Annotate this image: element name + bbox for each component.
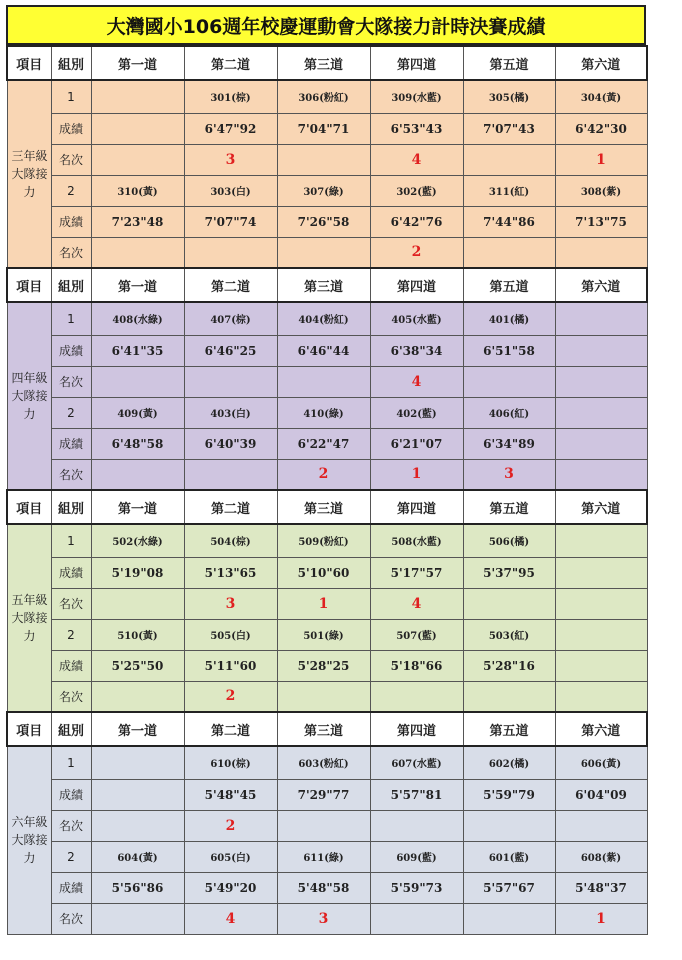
team-cell: 603(粉紅): [277, 746, 370, 779]
time-cell: 5'57"67: [463, 872, 555, 903]
rank-cell: 3: [184, 144, 277, 175]
results-table: [6, 45, 648, 935]
header-row: [7, 268, 647, 302]
time-cell: [555, 557, 647, 588]
page-title: 大灣國小106週年校慶運動會大隊接力計時決賽成績: [6, 5, 646, 45]
row-label: 成績: [51, 872, 91, 903]
team-cell: 301(棕): [184, 80, 277, 113]
column-header: 第二道: [184, 268, 277, 302]
row-label: 成績: [51, 779, 91, 810]
time-cell: 6'04"09: [555, 779, 647, 810]
rank-cell: 1: [555, 144, 647, 175]
team-cell: 307(綠): [277, 175, 370, 206]
column-header: 第六道: [555, 712, 647, 746]
row-label: 名次: [51, 237, 91, 268]
team-cell: 305(橘): [463, 80, 555, 113]
row-label: 2: [51, 397, 91, 428]
column-header: 組別: [51, 712, 91, 746]
time-cell: 5'11"60: [184, 650, 277, 681]
team-cell: 409(黃): [91, 397, 184, 428]
time-cell: 6'38"34: [370, 335, 463, 366]
rank-cell: [463, 810, 555, 841]
column-header: 第五道: [463, 712, 555, 746]
row-label: 1: [51, 746, 91, 779]
rank-cell: [184, 366, 277, 397]
team-cell: 601(藍): [463, 841, 555, 872]
rank-cell: [555, 366, 647, 397]
time-cell: 5'59"79: [463, 779, 555, 810]
column-header: 第六道: [555, 46, 647, 80]
team-cell: 611(綠): [277, 841, 370, 872]
time-cell: 6'42"76: [370, 206, 463, 237]
row-label: 名次: [51, 144, 91, 175]
time-cell: 7'13"75: [555, 206, 647, 237]
rank-cell: 3: [277, 903, 370, 934]
team-cell: [555, 619, 647, 650]
rank-cell: [277, 366, 370, 397]
time-cell: 5'17"57: [370, 557, 463, 588]
rank-cell: [91, 588, 184, 619]
team-cell: 405(水藍): [370, 302, 463, 335]
grade-label: [7, 302, 51, 490]
column-header: 第四道: [370, 712, 463, 746]
table-row: [7, 779, 647, 810]
row-label: 成績: [51, 557, 91, 588]
header-row: [7, 46, 647, 80]
rank-cell: [277, 144, 370, 175]
row-label: 名次: [51, 366, 91, 397]
rank-cell: [555, 681, 647, 712]
rank-cell: [277, 810, 370, 841]
rank-cell: [184, 459, 277, 490]
column-header: 第三道: [277, 268, 370, 302]
time-cell: 6'53"43: [370, 113, 463, 144]
row-label: 成績: [51, 113, 91, 144]
header-row: [7, 490, 647, 524]
time-cell: 6'41"35: [91, 335, 184, 366]
team-cell: [555, 397, 647, 428]
table-row: [7, 619, 647, 650]
table-row: [7, 681, 647, 712]
table-row: [7, 175, 647, 206]
rank-cell: [555, 810, 647, 841]
time-cell: 5'19"08: [91, 557, 184, 588]
table-row: [7, 80, 647, 113]
time-cell: [91, 113, 184, 144]
team-cell: 304(黃): [555, 80, 647, 113]
table-row: [7, 588, 647, 619]
rank-cell: [91, 366, 184, 397]
table-row: [7, 237, 647, 268]
rank-cell: [555, 588, 647, 619]
column-header: 第二道: [184, 490, 277, 524]
column-header: 第一道: [91, 46, 184, 80]
column-header: 組別: [51, 46, 91, 80]
row-label: 成績: [51, 206, 91, 237]
rank-cell: 4: [370, 144, 463, 175]
table-row: [7, 459, 647, 490]
time-cell: 6'51"58: [463, 335, 555, 366]
team-cell: 410(綠): [277, 397, 370, 428]
grade-label: [7, 524, 51, 712]
team-cell: [91, 80, 184, 113]
time-cell: 5'48"58: [277, 872, 370, 903]
column-header: 第四道: [370, 490, 463, 524]
team-cell: 402(藍): [370, 397, 463, 428]
column-header: 第三道: [277, 46, 370, 80]
rank-cell: 1: [370, 459, 463, 490]
rank-cell: 4: [184, 903, 277, 934]
time-cell: [555, 428, 647, 459]
team-cell: 610(棕): [184, 746, 277, 779]
team-cell: 407(棕): [184, 302, 277, 335]
rank-cell: [555, 459, 647, 490]
column-header: 項目: [7, 268, 51, 302]
column-header: 項目: [7, 46, 51, 80]
rank-cell: 3: [463, 459, 555, 490]
time-cell: 5'48"37: [555, 872, 647, 903]
row-label: 2: [51, 619, 91, 650]
rank-cell: [463, 366, 555, 397]
team-cell: 605(白): [184, 841, 277, 872]
rank-cell: [277, 237, 370, 268]
column-header: 第五道: [463, 490, 555, 524]
team-cell: 403(白): [184, 397, 277, 428]
time-cell: 6'21"07: [370, 428, 463, 459]
team-cell: 509(粉紅): [277, 524, 370, 557]
column-header: 第一道: [91, 712, 184, 746]
column-header: 第五道: [463, 268, 555, 302]
time-cell: 6'34"89: [463, 428, 555, 459]
rank-cell: [463, 237, 555, 268]
time-cell: 5'25"50: [91, 650, 184, 681]
time-cell: 7'26"58: [277, 206, 370, 237]
team-cell: 401(橘): [463, 302, 555, 335]
team-cell: [555, 524, 647, 557]
time-cell: 7'44"86: [463, 206, 555, 237]
time-cell: 6'48"58: [91, 428, 184, 459]
team-cell: 504(棕): [184, 524, 277, 557]
rank-cell: [463, 588, 555, 619]
team-cell: 306(粉紅): [277, 80, 370, 113]
row-label: 成績: [51, 650, 91, 681]
team-cell: [91, 746, 184, 779]
row-label: 名次: [51, 810, 91, 841]
time-cell: 7'23"48: [91, 206, 184, 237]
table-row: [7, 144, 647, 175]
time-cell: 7'07"43: [463, 113, 555, 144]
rank-cell: [463, 903, 555, 934]
team-cell: 505(白): [184, 619, 277, 650]
rank-cell: 2: [277, 459, 370, 490]
time-cell: 7'07"74: [184, 206, 277, 237]
time-cell: 5'56"86: [91, 872, 184, 903]
row-label: 1: [51, 524, 91, 557]
table-row: [7, 397, 647, 428]
table-row: [7, 872, 647, 903]
time-cell: 6'40"39: [184, 428, 277, 459]
grade-label: [7, 80, 51, 268]
column-header: 第六道: [555, 490, 647, 524]
column-header: 第五道: [463, 46, 555, 80]
grade-label-text: 三年級大隊接力: [11, 149, 48, 199]
rank-cell: [91, 459, 184, 490]
column-header: 項目: [7, 712, 51, 746]
team-cell: 502(水綠): [91, 524, 184, 557]
time-cell: [91, 779, 184, 810]
rank-cell: 2: [370, 237, 463, 268]
rank-cell: [91, 903, 184, 934]
table-row: [7, 557, 647, 588]
team-cell: 302(藍): [370, 175, 463, 206]
rank-cell: 2: [184, 681, 277, 712]
table-row: [7, 903, 647, 934]
team-cell: 308(紫): [555, 175, 647, 206]
team-cell: 404(粉紅): [277, 302, 370, 335]
rank-cell: [463, 681, 555, 712]
rank-cell: [370, 903, 463, 934]
team-cell: 311(紅): [463, 175, 555, 206]
table-row: [7, 366, 647, 397]
time-cell: 5'59"73: [370, 872, 463, 903]
rank-cell: [463, 144, 555, 175]
team-cell: 604(黃): [91, 841, 184, 872]
table-row: [7, 650, 647, 681]
time-cell: 5'37"95: [463, 557, 555, 588]
table-row: [7, 206, 647, 237]
column-header: 第二道: [184, 46, 277, 80]
row-label: 名次: [51, 903, 91, 934]
team-cell: 609(藍): [370, 841, 463, 872]
team-cell: [555, 302, 647, 335]
time-cell: 7'29"77: [277, 779, 370, 810]
row-label: 2: [51, 175, 91, 206]
rank-cell: [91, 681, 184, 712]
team-cell: 303(白): [184, 175, 277, 206]
table-row: [7, 746, 647, 779]
time-cell: 6'42"30: [555, 113, 647, 144]
rank-cell: 1: [555, 903, 647, 934]
column-header: 第六道: [555, 268, 647, 302]
team-cell: 309(水藍): [370, 80, 463, 113]
grade-label-text: 六年級大隊接力: [11, 815, 48, 866]
table-row: [7, 113, 647, 144]
time-cell: 6'46"44: [277, 335, 370, 366]
rank-cell: 1: [277, 588, 370, 619]
grade-label: [7, 746, 51, 934]
team-cell: 503(紅): [463, 619, 555, 650]
column-header: 第一道: [91, 490, 184, 524]
table-row: [7, 841, 647, 872]
column-header: 組別: [51, 490, 91, 524]
table-row: [7, 302, 647, 335]
row-label: 1: [51, 80, 91, 113]
column-header: 第三道: [277, 712, 370, 746]
team-cell: 507(藍): [370, 619, 463, 650]
time-cell: 5'28"25: [277, 650, 370, 681]
time-cell: 5'13"65: [184, 557, 277, 588]
team-cell: 501(綠): [277, 619, 370, 650]
rank-cell: 4: [370, 588, 463, 619]
time-cell: [555, 335, 647, 366]
column-header: 組別: [51, 268, 91, 302]
rank-cell: [555, 237, 647, 268]
row-label: 名次: [51, 588, 91, 619]
row-label: 2: [51, 841, 91, 872]
header-row: [7, 712, 647, 746]
time-cell: 5'18"66: [370, 650, 463, 681]
rank-cell: [277, 681, 370, 712]
time-cell: 5'10"60: [277, 557, 370, 588]
column-header: 項目: [7, 490, 51, 524]
table-row: [7, 428, 647, 459]
team-cell: 510(黃): [91, 619, 184, 650]
column-header: 第三道: [277, 490, 370, 524]
row-label: 成績: [51, 335, 91, 366]
grade-label-text: 五年級大隊接力: [11, 593, 48, 643]
row-label: 名次: [51, 459, 91, 490]
team-cell: 608(紫): [555, 841, 647, 872]
time-cell: 5'49"20: [184, 872, 277, 903]
team-cell: 406(紅): [463, 397, 555, 428]
row-label: 1: [51, 302, 91, 335]
time-cell: [555, 650, 647, 681]
time-cell: 6'47"92: [184, 113, 277, 144]
row-label: 成績: [51, 428, 91, 459]
column-header: 第四道: [370, 46, 463, 80]
time-cell: 6'22"47: [277, 428, 370, 459]
row-label: 名次: [51, 681, 91, 712]
column-header: 第一道: [91, 268, 184, 302]
time-cell: 5'28"16: [463, 650, 555, 681]
rank-cell: [91, 144, 184, 175]
time-cell: 5'48"45: [184, 779, 277, 810]
column-header: 第四道: [370, 268, 463, 302]
rank-cell: [184, 237, 277, 268]
team-cell: 506(橘): [463, 524, 555, 557]
rank-cell: [370, 681, 463, 712]
column-header: 第二道: [184, 712, 277, 746]
results-sheet: [6, 5, 646, 935]
rank-cell: [370, 810, 463, 841]
team-cell: 602(橘): [463, 746, 555, 779]
rank-cell: 3: [184, 588, 277, 619]
time-cell: 7'04"71: [277, 113, 370, 144]
team-cell: 606(黃): [555, 746, 647, 779]
rank-cell: 4: [370, 366, 463, 397]
table-row: [7, 524, 647, 557]
time-cell: 6'46"25: [184, 335, 277, 366]
rank-cell: [91, 810, 184, 841]
rank-cell: 2: [184, 810, 277, 841]
time-cell: 5'57"81: [370, 779, 463, 810]
team-cell: 607(水藍): [370, 746, 463, 779]
team-cell: 408(水綠): [91, 302, 184, 335]
rank-cell: [91, 237, 184, 268]
table-row: [7, 335, 647, 366]
grade-label-text: 四年級大隊接力: [11, 371, 48, 421]
team-cell: 310(黃): [91, 175, 184, 206]
table-row: [7, 810, 647, 841]
team-cell: 508(水藍): [370, 524, 463, 557]
